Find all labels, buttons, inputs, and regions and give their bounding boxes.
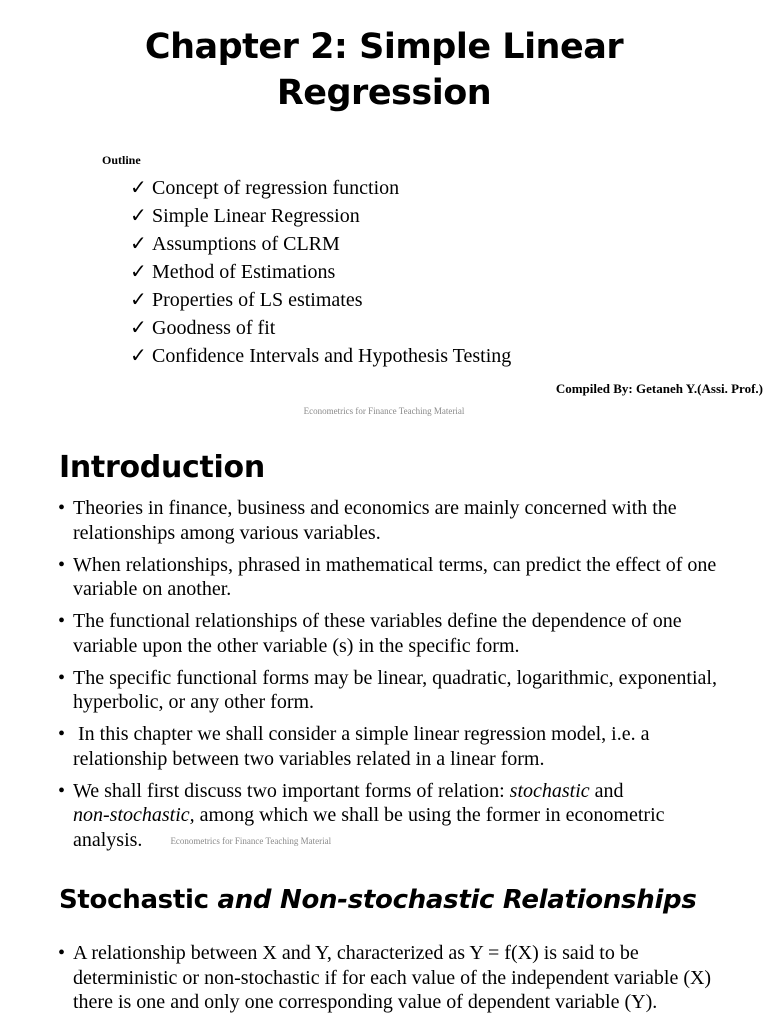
outline-list	[130, 174, 511, 370]
slide-title	[0, 0, 768, 430]
outline-item: ✓ Properties of LS estimates	[130, 286, 511, 314]
outline-item: ✓ Method of Estimations	[130, 258, 511, 286]
stochastic-bullets	[58, 941, 728, 1022]
checkmark-icon: ✓	[130, 317, 147, 339]
outline-item: ✓ Simple Linear Regression	[130, 202, 511, 230]
checkmark-icon: ✓	[130, 345, 147, 367]
outline-item: ✓ Assumptions of CLRM	[130, 230, 511, 258]
outline-item: ✓ Confidence Intervals and Hypothesis Testing	[130, 342, 511, 370]
bullet-item: • Theories in finance, business and economics are mainly concerned with the relationships among various variables.	[58, 497, 677, 544]
checkmark-icon: ✓	[130, 177, 147, 199]
bullet-icon: •	[58, 723, 66, 745]
outline-item: ✓ Goodness of fit	[130, 314, 511, 342]
bullet-icon: •	[58, 666, 66, 689]
bullet-icon: •	[58, 553, 66, 576]
chapter-title-line1: Chapter 2: Simple Linear	[144, 27, 624, 67]
bullet-item: • The specific functional forms may be linear, quadratic, logarithmic, exponential, hyperbolic, or any other form.	[58, 666, 717, 713]
outline-item: ✓ Concept of regression function	[130, 174, 511, 202]
checkmark-icon: ✓	[130, 233, 147, 255]
bullet-icon: •	[58, 497, 66, 519]
bullet-item: • We shall first discuss two important forms of relation: stochastic and non-stochastic, among which we shall be using the former in econometric analysis. Econometrics for Finance Teaching Material	[58, 779, 665, 851]
bullet-icon: •	[58, 779, 66, 802]
outline-label: Outline	[102, 153, 141, 167]
stochastic-title: Stochastic and Non-stochastic Relationships	[59, 885, 697, 915]
slide-footer: Econometrics for Finance Teaching Material	[170, 835, 332, 846]
chapter-title	[0, 24, 768, 116]
checkmark-icon: ✓	[130, 261, 147, 283]
slide-footer: Econometrics for Finance Teaching Material	[303, 406, 465, 416]
slide-introduction	[0, 440, 768, 860]
chapter-title-line2: Regression	[276, 73, 492, 113]
compiled-by: Compiled By: Getaneh Y.(Assi. Prof.)	[555, 381, 763, 396]
bullet-icon: •	[58, 942, 66, 964]
introduction-title: Introduction	[59, 450, 265, 485]
introduction-bullets	[58, 496, 728, 861]
bullet-item: • The functional relationships of these variables define the dependence of one variable upon the other variable (s) in the specific form.	[58, 610, 682, 657]
bullet-item: • When relationships, phrased in mathematical terms, can predict the effect of one variable on another.	[58, 553, 717, 600]
checkmark-icon: ✓	[130, 289, 147, 311]
bullet-item: • In this chapter we shall consider a simple linear regression model, i.e. a relationship between two variables related in a linear form.	[58, 723, 655, 770]
bullet-icon: •	[58, 610, 66, 632]
bullet-item: • A relationship between X and Y, characterized as Y = f(X) is said to be deterministic or non-stochastic if for each value of the independent variable (X) there is one and only one corresponding value of dependent variable (Y).	[58, 942, 712, 1013]
slide-stochastic	[0, 865, 768, 1024]
checkmark-icon: ✓	[130, 205, 147, 227]
